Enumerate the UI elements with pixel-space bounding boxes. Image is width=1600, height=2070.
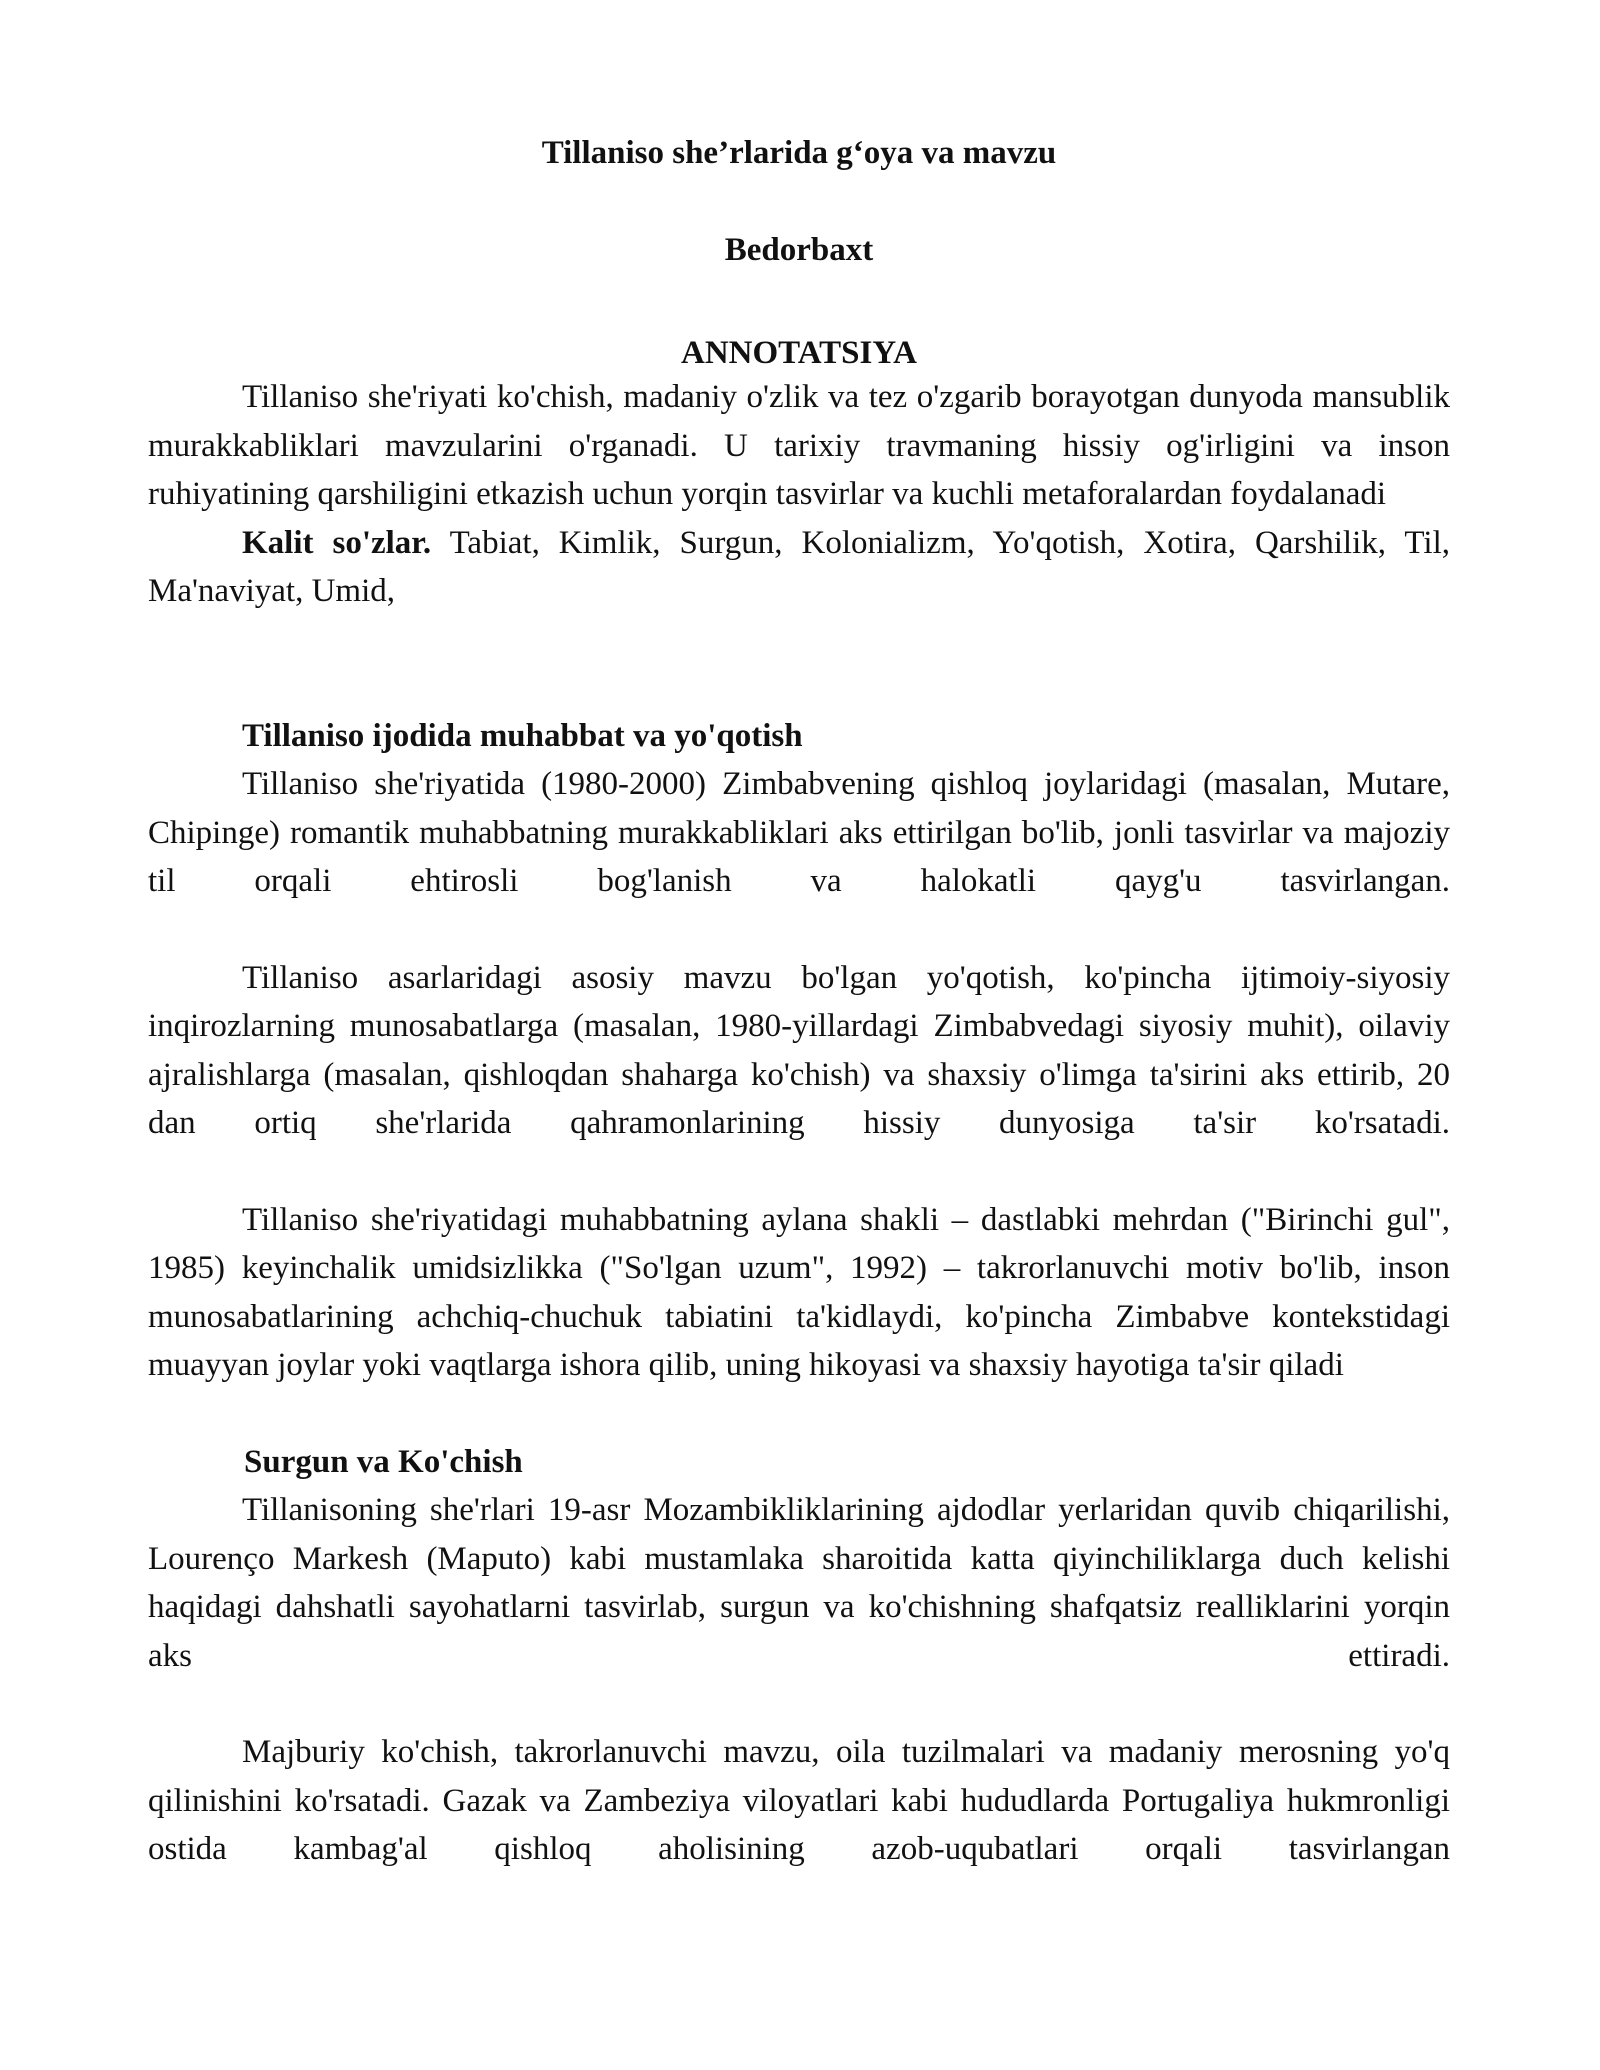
keywords-paragraph <box>148 519 1450 616</box>
annotation-text: Tillaniso she'riyati ko'chish, madaniy o'zlik va tez o'zgarib borayotgan dunyoda mansublik murakkabliklari mavzularini o'rganadi. U tarixiy travmaning hissiy og'irligini va inson ruhiyatining qarshiligini etkazish uchun yorqin tasvirlar va kuchli metaforalardan foydalanadi <box>148 379 1450 512</box>
document-page <box>148 0 1450 1874</box>
annotation-section <box>148 333 1450 616</box>
paragraph: Tillanisoning she'rlari 19-asr Mozambikliklarining ajdodlar yerlaridan quvib chiqarilishi, Lourenço Markesh (Maputo) kabi mustamlaka sharoitida katta qiyinchiliklarga duch kelishi haqidagi dahshatli sayohatlarni tasvirlab, surgun va ko'chishning shafqatsiz realliklarini yorqin aks ettiradi. <box>148 1492 1450 1674</box>
paragraph: Tillaniso she'riyatidagi muhabbatning aylana shakli – dastlabki mehrdan ("Birinchi gul", 1985) keyinchalik umidsizlikka ("So'lgan uzum", 1992) – takrorlanuvchi motiv bo'lib, inson munosabatlarining achchiq-chuchuk tabiatini ta'kidlaydi, ko'pincha Zimbabve kontekstidagi muayyan joylar yoki vaqtlarga ishora qilib, uning hikoyasi va shaxsiy hayotiga ta'sir qiladi <box>148 1201 1450 1383</box>
keywords-list: Tabiat, Kimlik, Surgun, Kolonializm, Yo'qotish, Xotira, Qarshilik, Til, Ma'naviyat, Umid, <box>148 524 1450 609</box>
keywords-label: Kalit so'zlar. <box>242 524 432 561</box>
section-heading: Tillaniso ijodida muhabbat va yo'qotish <box>242 717 803 754</box>
author-name: Bedorbaxt <box>724 232 874 268</box>
paragraph: Tillaniso asarlaridagi asosiy mavzu bo'lgan yo'qotish, ko'pincha ijtimoiy-siyosiy inqirozlarning munosabatlarga (masalan, 1980-yillardagi Zimbabvedagi siyosiy muhit), oilaviy ajralishlarga (masalan, qishloqdan shaharga ko'chish) va shaxsiy o'limga ta'sirini aks ettirib, 20 dan ortiq she'rlarida qahramonlarining hissiy dunyosiga ta'sir ko'rsatadi. <box>148 959 1450 1141</box>
annotation-heading: ANNOTATSIYA <box>681 335 917 371</box>
paragraph: Majburiy ko'chish, takrorlanuvchi mavzu, oila tuzilmalari va madaniy merosning yo'q qilinishini ko'rsatadi. Gazak va Zambeziya viloyatlari kabi hududlarda Portugaliya hukmronligi ostida kambag'al qishloq aholisining azob-uqubatlari orqali tasvirlangan <box>148 1734 1450 1867</box>
section-love-and-loss <box>148 712 1450 1390</box>
section-exile-and-displacement <box>148 1438 1450 1874</box>
paragraph: Tillaniso she'riyatida (1980-2000) Zimbabvening qishloq joylaridagi (masalan, Mutare, Chipinge) romantik muhabbatning murakkabliklari aks ettirilgan bo'lib, jonli tasvirlar va majoziy til orqali ehtirosli bog'lanish va halokatli qayg'u tasvirlangan. <box>148 766 1450 899</box>
section-heading: Surgun va Ko'chish <box>244 1443 523 1480</box>
document-title: Tillaniso she’rlarida g‘oya va mavzu <box>541 135 1057 171</box>
